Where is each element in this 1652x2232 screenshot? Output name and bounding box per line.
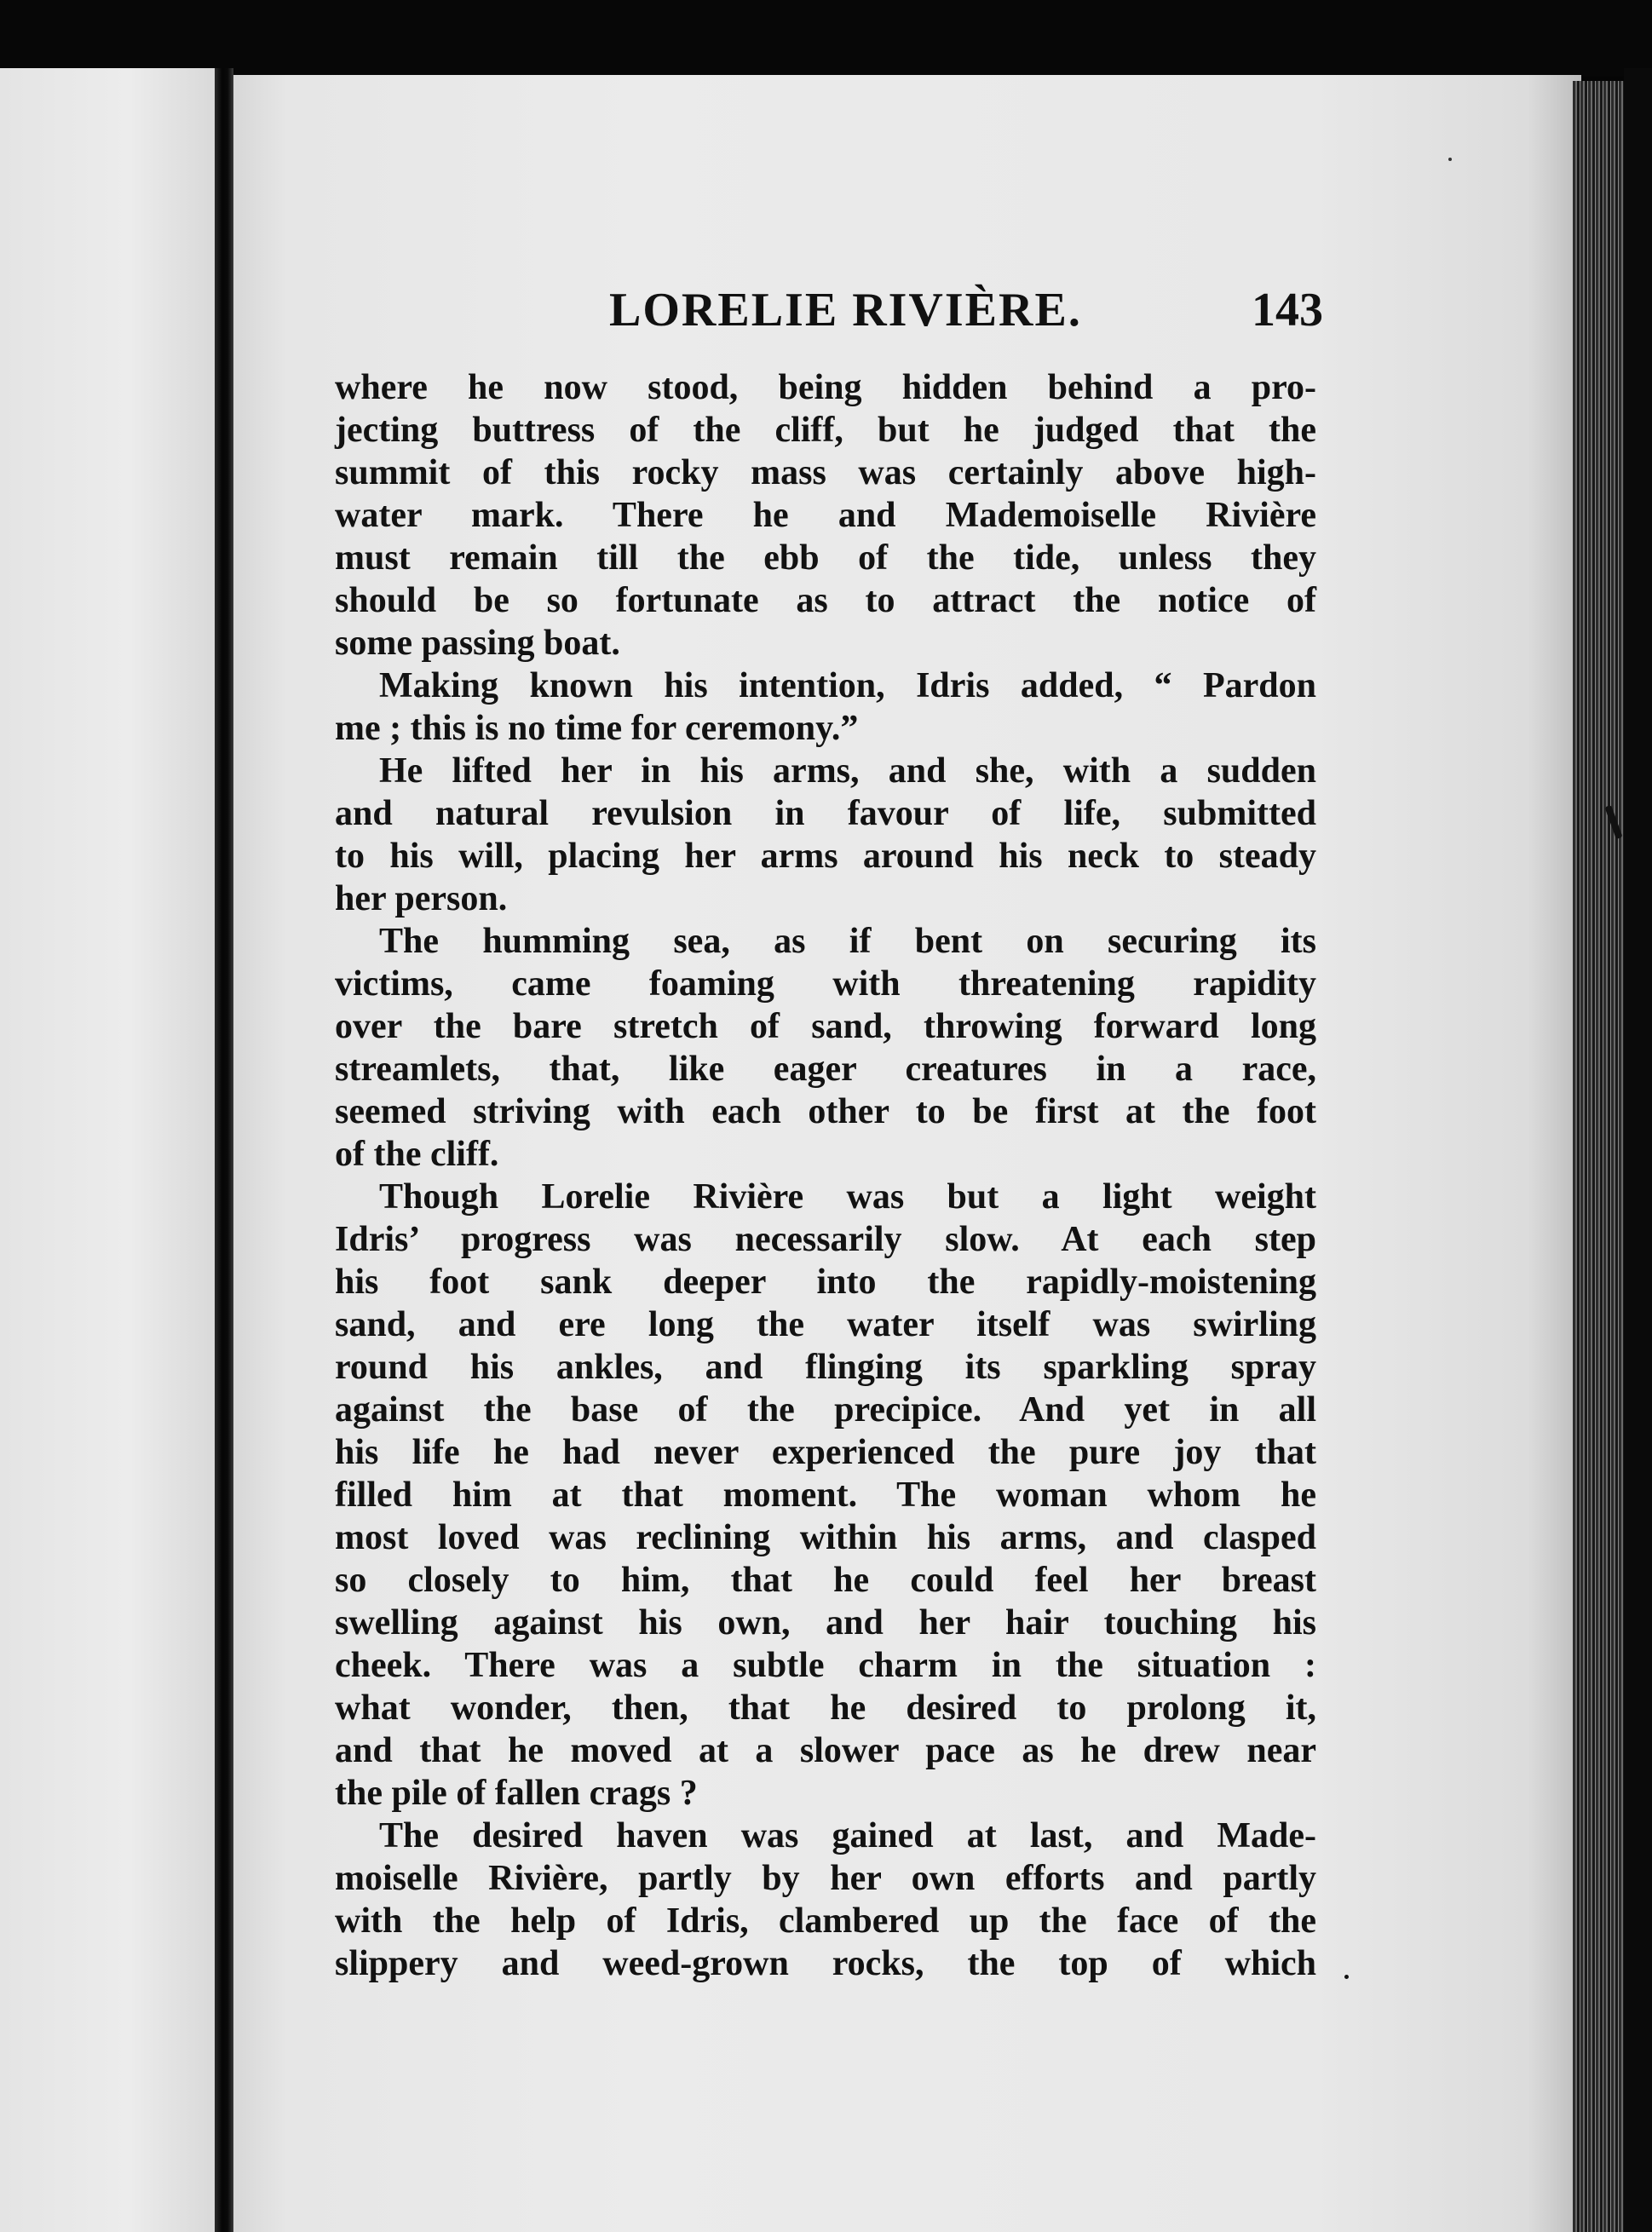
text-line: The humming sea, as if bent on securing its <box>379 922 1316 961</box>
text-line: most loved was reclining within his arms, and clasped <box>335 1518 1316 1557</box>
text-line: seemed striving with each other to be first at the foot <box>335 1092 1316 1131</box>
text-line: streamlets, that, like eager creatures in a race, <box>335 1050 1316 1089</box>
text-line: moiselle Rivière, partly by her own efforts and partly <box>335 1859 1316 1898</box>
text-line: of the cliff. <box>335 1135 499 1174</box>
body-text <box>335 366 1316 1985</box>
text-line: Idris’ progress was necessarily slow. At each step <box>335 1220 1316 1259</box>
text-line: to his will, placing her arms around his neck to steady <box>335 837 1316 876</box>
text-line: where he now stood, being hidden behind a pro- <box>335 368 1316 407</box>
paragraph <box>335 664 1316 750</box>
running-head <box>337 283 1325 342</box>
text-line: against the base of the precipice. And yet in all <box>335 1390 1316 1430</box>
text-line: filled him at that moment. The woman whom he <box>335 1476 1316 1515</box>
text-line: his life he had never experienced the pure joy that <box>335 1433 1316 1472</box>
text-line: Though Lorelie Rivière was but a light weight <box>379 1177 1316 1217</box>
text-line: his foot sank deeper into the rapidly-moistening <box>335 1263 1316 1302</box>
paragraph <box>335 1176 1316 1815</box>
paragraph <box>335 750 1316 920</box>
page-edges-stack <box>1573 81 1624 2232</box>
text-line: me ; this is no time for ceremony.” <box>335 709 859 748</box>
paragraph <box>335 1815 1316 1985</box>
book-gutter <box>215 68 233 2232</box>
text-line: over the bare stretch of sand, throwing forward long <box>335 1007 1316 1046</box>
text-line: her person. <box>335 879 508 918</box>
running-title: LORELIE RIVIÈRE. <box>609 284 1082 337</box>
text-line: victims, came foaming with threatening rapidity <box>335 964 1316 1004</box>
text-line: what wonder, then, that he desired to prolong it, <box>335 1688 1316 1728</box>
text-line: some passing boat. <box>335 624 620 663</box>
text-line: summit of this rocky mass was certainly above high- <box>335 453 1316 492</box>
text-line: and natural revulsion in favour of life, submitted <box>335 794 1316 833</box>
text-line: swelling against his own, and her hair touching his <box>335 1603 1316 1642</box>
text-line: round his ankles, and flinging its sparkling spray <box>335 1348 1316 1387</box>
text-line: jecting buttress of the cliff, but he judged that the <box>335 411 1316 450</box>
text-line: The desired haven was gained at last, and Made- <box>379 1816 1316 1855</box>
page-number: 143 <box>1252 284 1323 337</box>
scan-speck <box>1344 1975 1349 1979</box>
text-line: He lifted her in his arms, and she, with a sudden <box>379 751 1316 791</box>
text-line: sand, and ere long the water itself was swirling <box>335 1305 1316 1344</box>
scan-right-border <box>1624 68 1652 2232</box>
text-line: the pile of fallen crags ? <box>335 1774 698 1813</box>
text-line: must remain till the ebb of the tide, unless they <box>335 538 1316 578</box>
text-line: Making known his intention, Idris added, “ Pardon <box>379 666 1316 705</box>
text-line: slippery and weed-grown rocks, the top of which <box>335 1944 1316 1983</box>
previous-page-edge <box>0 68 215 2232</box>
paragraph <box>335 366 1316 664</box>
paragraph <box>335 920 1316 1176</box>
text-line: water mark. There he and Mademoiselle Rivière <box>335 496 1316 535</box>
text-line: cheek. There was a subtle charm in the situation : <box>335 1646 1316 1685</box>
scan-top-border <box>0 0 1652 77</box>
text-line: with the help of Idris, clambered up the face of the <box>335 1901 1316 1941</box>
text-line: should be so fortunate as to attract the notice of <box>335 581 1316 620</box>
text-line: so closely to him, that he could feel her breast <box>335 1561 1316 1600</box>
text-line: and that he moved at a slower pace as he drew near <box>335 1731 1316 1770</box>
scan-speck <box>1448 158 1452 161</box>
